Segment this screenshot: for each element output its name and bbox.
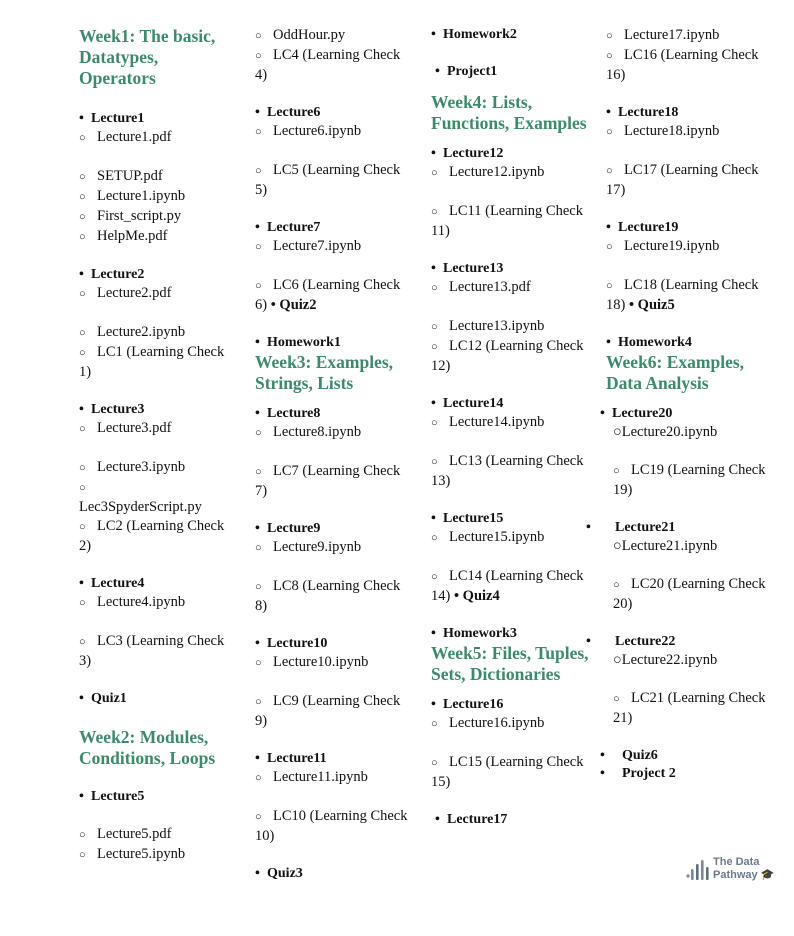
file-item[interactable]: ○ Lecture10.ipynb xyxy=(255,654,369,670)
week3-heading: Week3: Examples, Strings, Lists xyxy=(255,352,394,393)
logo-text: The Data Pathway 🎓 xyxy=(713,856,775,881)
learning-check[interactable]: ○ LC4 (Learning Check 4) xyxy=(255,47,401,83)
lecture10-title: • Lecture10 xyxy=(255,636,328,651)
quiz2[interactable]: Quiz2 xyxy=(279,297,317,313)
column-3 xyxy=(431,26,591,829)
lecture16-title: • Lecture16 xyxy=(431,697,504,712)
file-item[interactable]: ○ SETUP.pdf xyxy=(79,168,163,184)
lecture17-title: • Lecture17 xyxy=(435,812,508,827)
file-item[interactable]: ○ Lecture5.ipynb xyxy=(79,846,186,862)
learning-check[interactable]: ○ LC18 (Learning Check 18) • Quiz5 xyxy=(606,277,759,313)
lecture9-title: • Lecture9 xyxy=(255,521,321,536)
file-item[interactable]: ○ Lecture3.ipynb xyxy=(79,459,186,475)
the-data-pathway-logo xyxy=(686,856,776,886)
lecture11-title: • Lecture11 xyxy=(255,751,327,766)
file-item[interactable]: ○ Lecture8.ipynb xyxy=(255,424,362,440)
quiz1[interactable]: • Quiz1 xyxy=(79,691,127,706)
lecture21-title: • Lecture21 xyxy=(586,520,676,535)
lecture2-title: • Lecture2 xyxy=(79,267,145,282)
lecture8-title: • Lecture8 xyxy=(255,406,321,421)
project2[interactable]: • Project 2 xyxy=(600,766,676,781)
file-item[interactable]: ○ Lecture14.ipynb xyxy=(431,414,545,430)
lecture22-title: • Lecture22 xyxy=(586,634,676,649)
file-item[interactable]: ○ Lecture17.ipynb xyxy=(606,27,720,43)
lecture5-title: • Lecture5 xyxy=(79,789,145,804)
file-item[interactable]: ○ Lecture19.ipynb xyxy=(606,238,720,254)
file-item[interactable]: ○ First_script.py xyxy=(79,208,182,224)
project1[interactable]: • Project1 xyxy=(435,64,498,79)
homework1[interactable]: • Homework1 xyxy=(255,335,341,350)
homework2[interactable]: • Homework2 xyxy=(431,27,517,42)
quiz5[interactable]: Quiz5 xyxy=(637,297,675,313)
week4-heading: Week4: Lists, Functions, Examples xyxy=(431,92,587,133)
learning-check[interactable]: ○ LC7 (Learning Check 7) xyxy=(255,463,401,499)
learning-check[interactable]: ○ LC20 (Learning Check 20) xyxy=(613,576,766,612)
learning-check[interactable]: ○ LC19 (Learning Check 19) xyxy=(613,462,766,498)
lecture20-title: • Lecture20 xyxy=(600,406,673,421)
file-item[interactable]: ○ Lecture2.ipynb xyxy=(79,324,186,340)
week5-heading: Week5: Files, Tuples, Sets, Dictionaries xyxy=(431,643,589,684)
file-item[interactable]: ○ Lecture1.pdf xyxy=(79,129,172,145)
file-item[interactable]: ○ Lecture5.pdf xyxy=(79,826,172,842)
file-item[interactable]: ○ Lec3SpyderScript.py xyxy=(79,482,202,515)
lecture4-title: • Lecture4 xyxy=(79,576,145,591)
file-item[interactable]: ○ Lecture13.pdf xyxy=(431,279,531,295)
lecture3-title: • Lecture3 xyxy=(79,402,145,417)
learning-check[interactable]: ○ LC8 (Learning Check 8) xyxy=(255,578,401,614)
quiz6[interactable]: • Quiz6 xyxy=(600,748,658,763)
file-item[interactable]: ○ HelpMe.pdf xyxy=(79,228,168,244)
learning-check[interactable]: ○ LC1 (Learning Check 1) xyxy=(79,344,225,380)
file-item[interactable]: ○ Lecture2.pdf xyxy=(79,285,172,301)
lecture15-title: • Lecture15 xyxy=(431,511,504,526)
learning-check[interactable]: ○ LC5 (Learning Check 5) xyxy=(255,162,401,198)
file-item[interactable]: ○ OddHour.py xyxy=(255,27,346,43)
learning-check[interactable]: ○ LC3 (Learning Check 3) xyxy=(79,633,225,669)
file-item[interactable]: ○ Lecture13.ipynb xyxy=(431,318,545,334)
learning-check[interactable]: ○ LC6 (Learning Check 6) • Quiz2 xyxy=(255,277,401,313)
learning-check[interactable]: ○ LC12 (Learning Check 12) xyxy=(431,338,584,374)
learning-check[interactable]: ○ LC17 (Learning Check 17) xyxy=(606,162,759,198)
learning-check[interactable]: ○ LC14 (Learning Check 14) • Quiz4 xyxy=(431,568,584,604)
file-item[interactable]: ○ Lecture16.ipynb xyxy=(431,715,545,731)
column-2 xyxy=(255,26,415,883)
learning-check[interactable]: ○ LC13 (Learning Check 13) xyxy=(431,453,584,489)
lecture1-title: • Lecture1 xyxy=(79,111,145,126)
learning-check[interactable]: ○ LC2 (Learning Check 2) xyxy=(79,518,225,554)
file-item[interactable]: ○ Lecture18.ipynb xyxy=(606,123,720,139)
graduation-cap-icon: 🎓 xyxy=(760,869,775,881)
lecture13-title: • Lecture13 xyxy=(431,261,504,276)
column-4 xyxy=(586,26,776,783)
lecture6-title: • Lecture6 xyxy=(255,105,321,120)
file-item[interactable]: ○ Lecture11.ipynb xyxy=(255,769,368,785)
homework3[interactable]: • Homework3 xyxy=(431,626,517,641)
file-item[interactable]: ○Lecture20.ipynb xyxy=(613,424,718,440)
file-item[interactable]: ○ Lecture3.pdf xyxy=(79,420,172,436)
file-item[interactable]: ○ Lecture7.ipynb xyxy=(255,238,362,254)
quiz3[interactable]: • Quiz3 xyxy=(255,866,303,881)
learning-check[interactable]: ○ LC21 (Learning Check 21) xyxy=(613,690,766,726)
lecture14-title: • Lecture14 xyxy=(431,396,504,411)
column-1 xyxy=(79,26,239,865)
learning-check[interactable]: ○ LC15 (Learning Check 15) xyxy=(431,754,584,790)
file-item[interactable]: ○Lecture22.ipynb xyxy=(613,652,718,668)
homework4[interactable]: • Homework4 xyxy=(606,335,692,350)
learning-check[interactable]: ○ LC10 (Learning Check 10) xyxy=(255,808,408,844)
file-item[interactable]: ○ Lecture1.ipynb xyxy=(79,188,186,204)
file-item[interactable]: ○ Lecture15.ipynb xyxy=(431,529,545,545)
week1-heading: Week1: The basic, Datatypes, Operators xyxy=(79,26,216,88)
file-item[interactable]: ○ Lecture12.ipynb xyxy=(431,164,545,180)
week2-heading: Week2: Modules, Conditions, Loops xyxy=(79,727,216,768)
file-item[interactable]: ○ Lecture9.ipynb xyxy=(255,539,362,555)
lecture12-title: • Lecture12 xyxy=(431,146,504,161)
lecture19-title: • Lecture19 xyxy=(606,220,679,235)
file-item[interactable]: ○ Lecture4.ipynb xyxy=(79,594,186,610)
learning-check[interactable]: ○ LC11 (Learning Check 11) xyxy=(431,203,583,239)
lecture7-title: • Lecture7 xyxy=(255,220,321,235)
file-item[interactable]: ○Lecture21.ipynb xyxy=(613,538,718,554)
lecture18-title: • Lecture18 xyxy=(606,105,679,120)
learning-check[interactable]: ○ LC9 (Learning Check 9) xyxy=(255,693,401,729)
week6-heading: Week6: Examples, Data Analysis xyxy=(606,352,745,393)
learning-check[interactable]: ○ LC16 (Learning Check 16) xyxy=(606,47,759,83)
quiz4[interactable]: Quiz4 xyxy=(462,588,500,604)
bar-chart-icon xyxy=(686,858,710,882)
file-item[interactable]: ○ Lecture6.ipynb xyxy=(255,123,362,139)
